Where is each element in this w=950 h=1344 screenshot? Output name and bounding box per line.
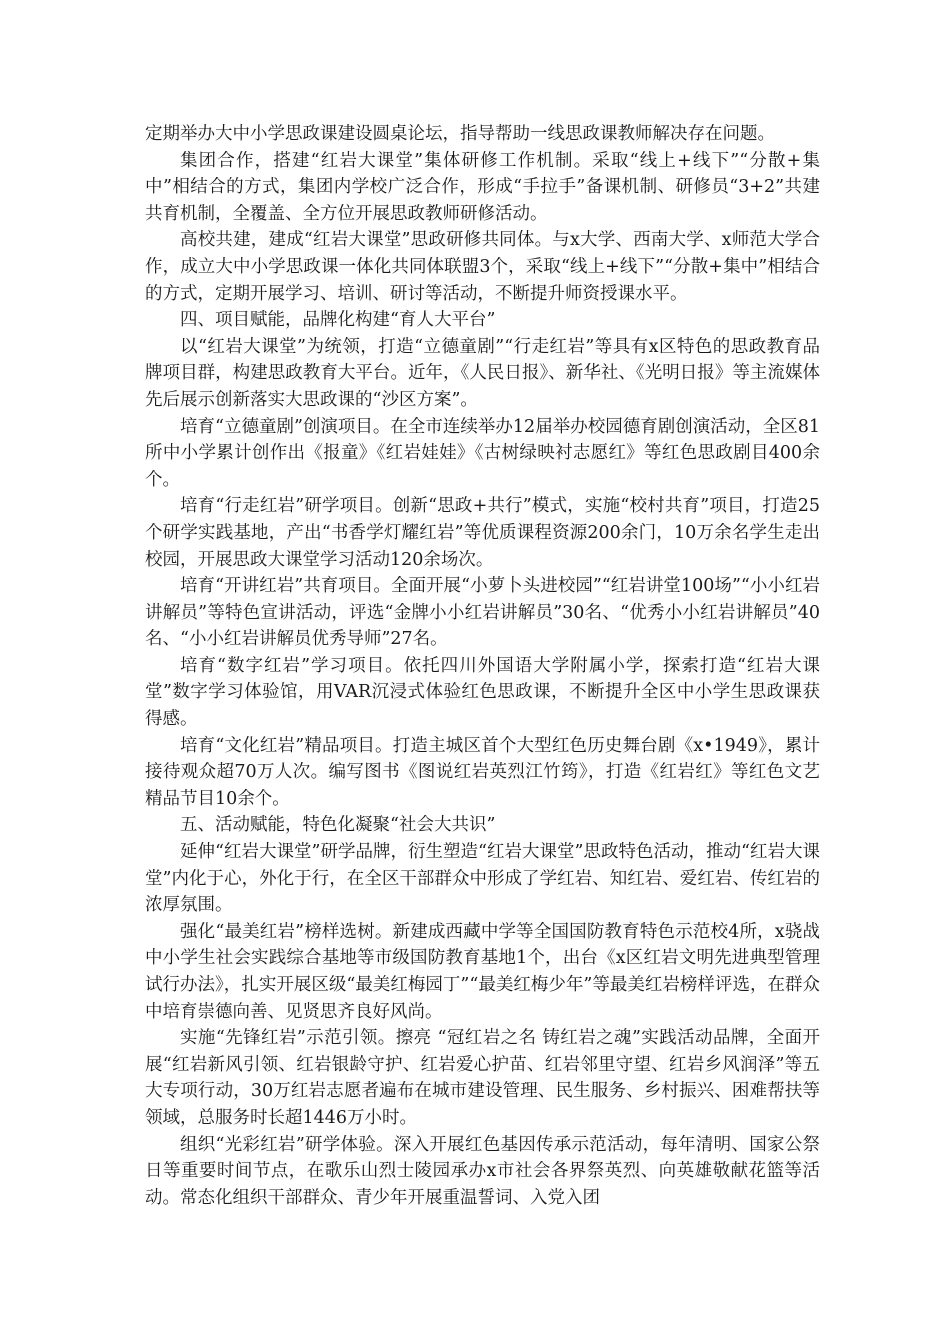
paragraph: 组织“光彩红岩”研学体验。深入开展红色基因传承示范活动，每年清明、国家公祭日等重要时间节点，在歌乐山烈士陵园承办x市社会各界祭英烈、向英雄敬献花篮等活动。常态化组织干部群众、青少年开展重温誓词、入党入团 [145,1134,820,1208]
paragraph: 强化“最美红岩”榜样选树。新建成西藏中学等全国国防教育特色示范校4所，x骁战中小学生社会实践综合基地等市级国防教育基地1个，出台《x区红岩文明先进典型管理试行办法》，扎实开展区级“最美红梅园丁”“最美红梅少年”等最美红岩榜样评选，在群众中培育崇德向善、见贤思齐良好风尚。 [145,921,820,1022]
paragraph: 培育“开讲红岩”共育项目。全面开展“小萝卜头进校园”“红岩讲堂100场”“小小红岩讲解员”等特色宣讲活动，评选“金牌小小红岩讲解员”30名、“优秀小小红岩讲解员”40名、“小小红岩讲解员优秀导师”27名。 [145,576,820,650]
paragraph: 高校共建，建成“红岩大课堂”思政研修共同体。与x大学、西南大学、x师范大学合作，成立大中小学思政课一体化共同体联盟3个，采取“线上+线下”“分散+集中”相结合的方式，定期开展学习、培训、研讨等活动，不断提升师资授课水平。 [145,230,820,304]
paragraph: 培育“行走红岩”研学项目。创新“思政+共行”模式，实施“校村共育”项目，打造25个研学实践基地，产出“书香学灯耀红岩”等优质课程资源200余门，10万余名学生走出校园，开展思政大课堂学习活动120余场次。 [145,496,820,570]
paragraph: 培育“数字红岩”学习项目。依托四川外国语大学附属小学，探索打造“红岩大课堂”数字学习体验馆，用VAR沉浸式体验红色思政课，不断提升全区中小学生思政课获得感。 [145,655,820,730]
paragraph: 以“红岩大课堂”为统领，打造“立德童剧”“行走红岩”等具有x区特色的思政教育品牌项目群，构建思政教育大平台。近年，《人民日报》、新华社、《光明日报》等主流媒体先后展示创新落实大思政课的“沙区方案”。 [145,336,820,410]
paragraph: 延伸“红岩大课堂”研学品牌，衍生塑造“红岩大课堂”思政特色活动，推动“红岩大课堂”内化于心，外化于行，在全区干部群众中形成了学红岩、知红岩、爱红岩、传红岩的浓厚氛围。 [145,842,820,916]
paragraph: 培育“文化红岩”精品项目。打造主城区首个大型红色历史舞台剧《x•1949》，累计接待观众超70万人次。编写图书《图说红岩英烈江竹筠》，打造《红岩红》等红色文艺精品节目10余个。 [145,735,820,809]
section-heading: 五、活动赋能，特色化凝聚“社会大共识” [180,815,496,836]
paragraph: 定期举办大中小学思政课建设圆桌论坛，指导帮助一线思政课教师解决存在问题。 [145,124,775,144]
section-heading: 四、项目赋能，品牌化构建“育人大平台” [180,310,496,331]
document-body [145,121,820,1211]
paragraph: 培育“立德童剧”创演项目。在全市连续举办12届举办校园德育剧创演活动，全区81所中小学累计创作出《报童》《红岩娃娃》《古树绿映衬志愿红》等红色思政剧目400余个。 [145,416,820,490]
paragraph: 集团合作，搭建“红岩大课堂”集体研修工作机制。采取“线上+线下”“分散+集中”相结合的方式，集团内学校广泛合作，形成“手拉手”备课机制、研修员“3+2”共建共育机制，全覆盖、全方位开展思政教师研修活动。 [145,150,820,224]
paragraph: 实施“先锋红岩”示范引领。擦亮 “冠红岩之名 铸红岩之魂”实践活动品牌，全面开展“红岩新风引领、红岩银龄守护、红岩爱心护苗、红岩邻里守望、红岩乡风润泽”等五大专项行动，30万红岩志愿者遍布在城市建设管理、民生服务、乡村振兴、困难帮扶等领域，总服务时长超1446万小时。 [145,1028,820,1128]
